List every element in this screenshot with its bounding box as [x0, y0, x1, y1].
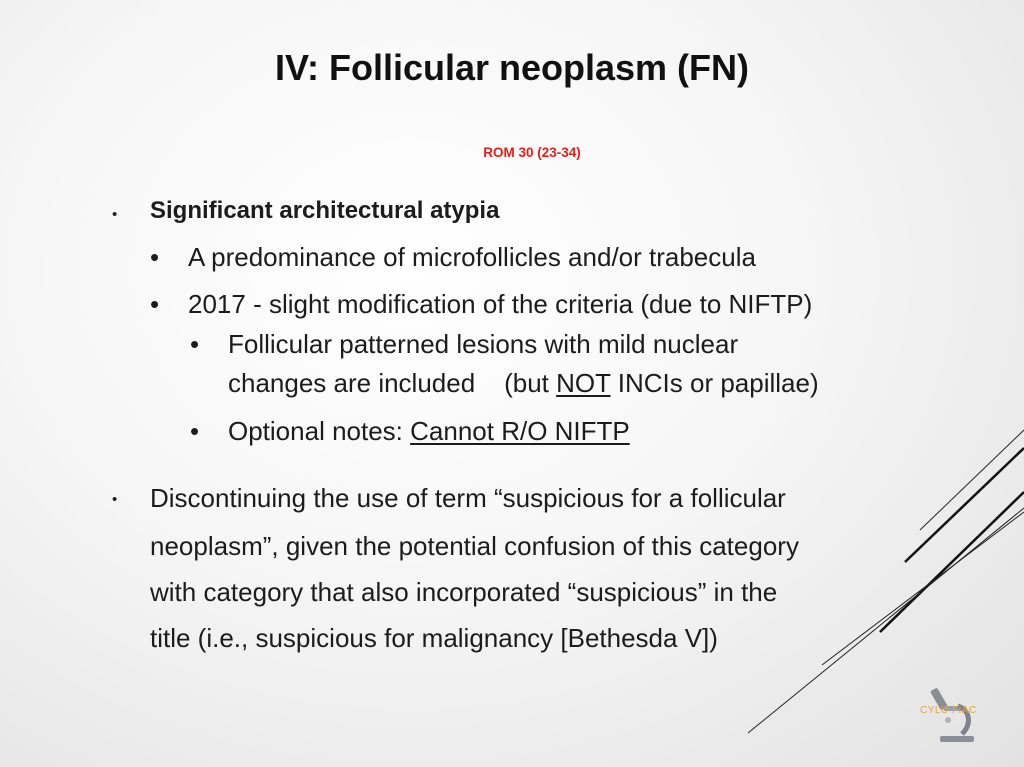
- bullet-microfollicles: A predominance of microfollicles and/or trabecula: [188, 242, 756, 272]
- bullet-2017-modification: 2017 - slight modification of the criteria (due to NIFTP): [188, 289, 813, 319]
- bullet-marker: •: [190, 329, 200, 359]
- bullet-discontinuing-line2: neoplasm”, given the potential confusion of this category: [150, 531, 799, 561]
- cannot-ro-niftp-link[interactable]: Cannot R/O NIFTP: [410, 416, 630, 446]
- text-segment: changes are included (but: [228, 368, 557, 398]
- bullet-follicular-patterned-lesions: Follicular patterned lesions with mild nuclear: [228, 329, 739, 359]
- bullet-marker: •: [150, 289, 160, 319]
- bullet-marker: •: [150, 242, 160, 272]
- bullet-marker: •: [190, 416, 200, 446]
- bullet-marker: •: [112, 491, 118, 508]
- rom-subtitle: ROM 30 (23-34): [483, 145, 581, 160]
- slide-title: IV: Follicular neoplasm (FN): [274, 47, 750, 88]
- bullet-architectural-atypia: Significant architectural atypia: [150, 197, 500, 224]
- text-segment: INCIs or papillae): [610, 368, 819, 398]
- bullet-marker: •: [112, 206, 118, 223]
- text-segment: Optional notes:: [228, 416, 411, 446]
- bullet-discontinuing-line4: title (i.e., suspicious for malignancy [Bethesda V]): [150, 623, 718, 653]
- logo-text: CYLU FIAC: [920, 705, 977, 716]
- bullet-discontinuing-line1: Discontinuing the use of term “suspicious for a follicular: [150, 483, 786, 513]
- not-emphasis: NOT: [556, 368, 611, 398]
- bullet-discontinuing-line3: with category that also incorporated “suspicious” in the: [150, 577, 778, 607]
